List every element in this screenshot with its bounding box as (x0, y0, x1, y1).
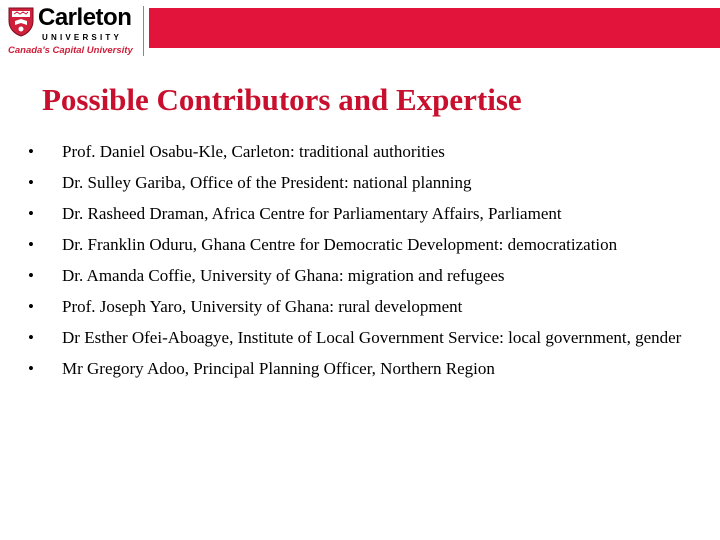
list-item (24, 328, 704, 347)
list-item (24, 173, 704, 192)
bullet-icon: • (28, 173, 34, 192)
list-item (24, 235, 704, 254)
bullet-icon: • (28, 142, 34, 161)
bullet-icon: • (28, 266, 34, 285)
list-item-text: Dr. Rasheed Draman, Africa Centre for Parliamentary Affairs, Parliament (62, 204, 562, 223)
bullet-icon: • (28, 235, 34, 254)
logo-tagline: Canada's Capital University (8, 45, 133, 56)
list-item-text: Dr Esther Ofei-Aboagye, Institute of Local Government Service: local government, gender (62, 328, 682, 347)
bullet-icon: • (28, 204, 34, 223)
logo-name: Carleton (38, 4, 132, 31)
list-item (24, 359, 704, 378)
list-item-text: Dr. Amanda Coffie, University of Ghana: migration and refugees (62, 266, 505, 285)
bullet-icon: • (28, 359, 34, 378)
slide-header (0, 0, 720, 60)
list-item-text: Mr Gregory Adoo, Principal Planning Officer, Northern Region (62, 359, 495, 378)
list-item-text: Prof. Daniel Osabu-Kle, Carleton: traditional authorities (62, 142, 445, 161)
contributor-list (24, 142, 704, 390)
list-item (24, 142, 704, 161)
list-item (24, 204, 704, 223)
carleton-logo (6, 4, 140, 54)
list-item-text: Dr. Franklin Oduru, Ghana Centre for Democratic Development: democratization (62, 235, 618, 254)
list-item-text: Prof. Joseph Yaro, University of Ghana: rural development (62, 297, 463, 316)
list-item (24, 297, 704, 316)
shield-icon (8, 7, 34, 37)
list-item-text: Dr. Sulley Gariba, Office of the President: national planning (62, 173, 472, 192)
list-item (24, 266, 704, 285)
header-divider (143, 6, 144, 56)
header-red-bar (149, 8, 720, 48)
bullet-icon: • (28, 328, 34, 347)
logo-university: UNIVERSITY (42, 33, 123, 42)
bullet-icon: • (28, 297, 34, 316)
slide-title: Possible Contributors and Expertise (42, 82, 522, 117)
